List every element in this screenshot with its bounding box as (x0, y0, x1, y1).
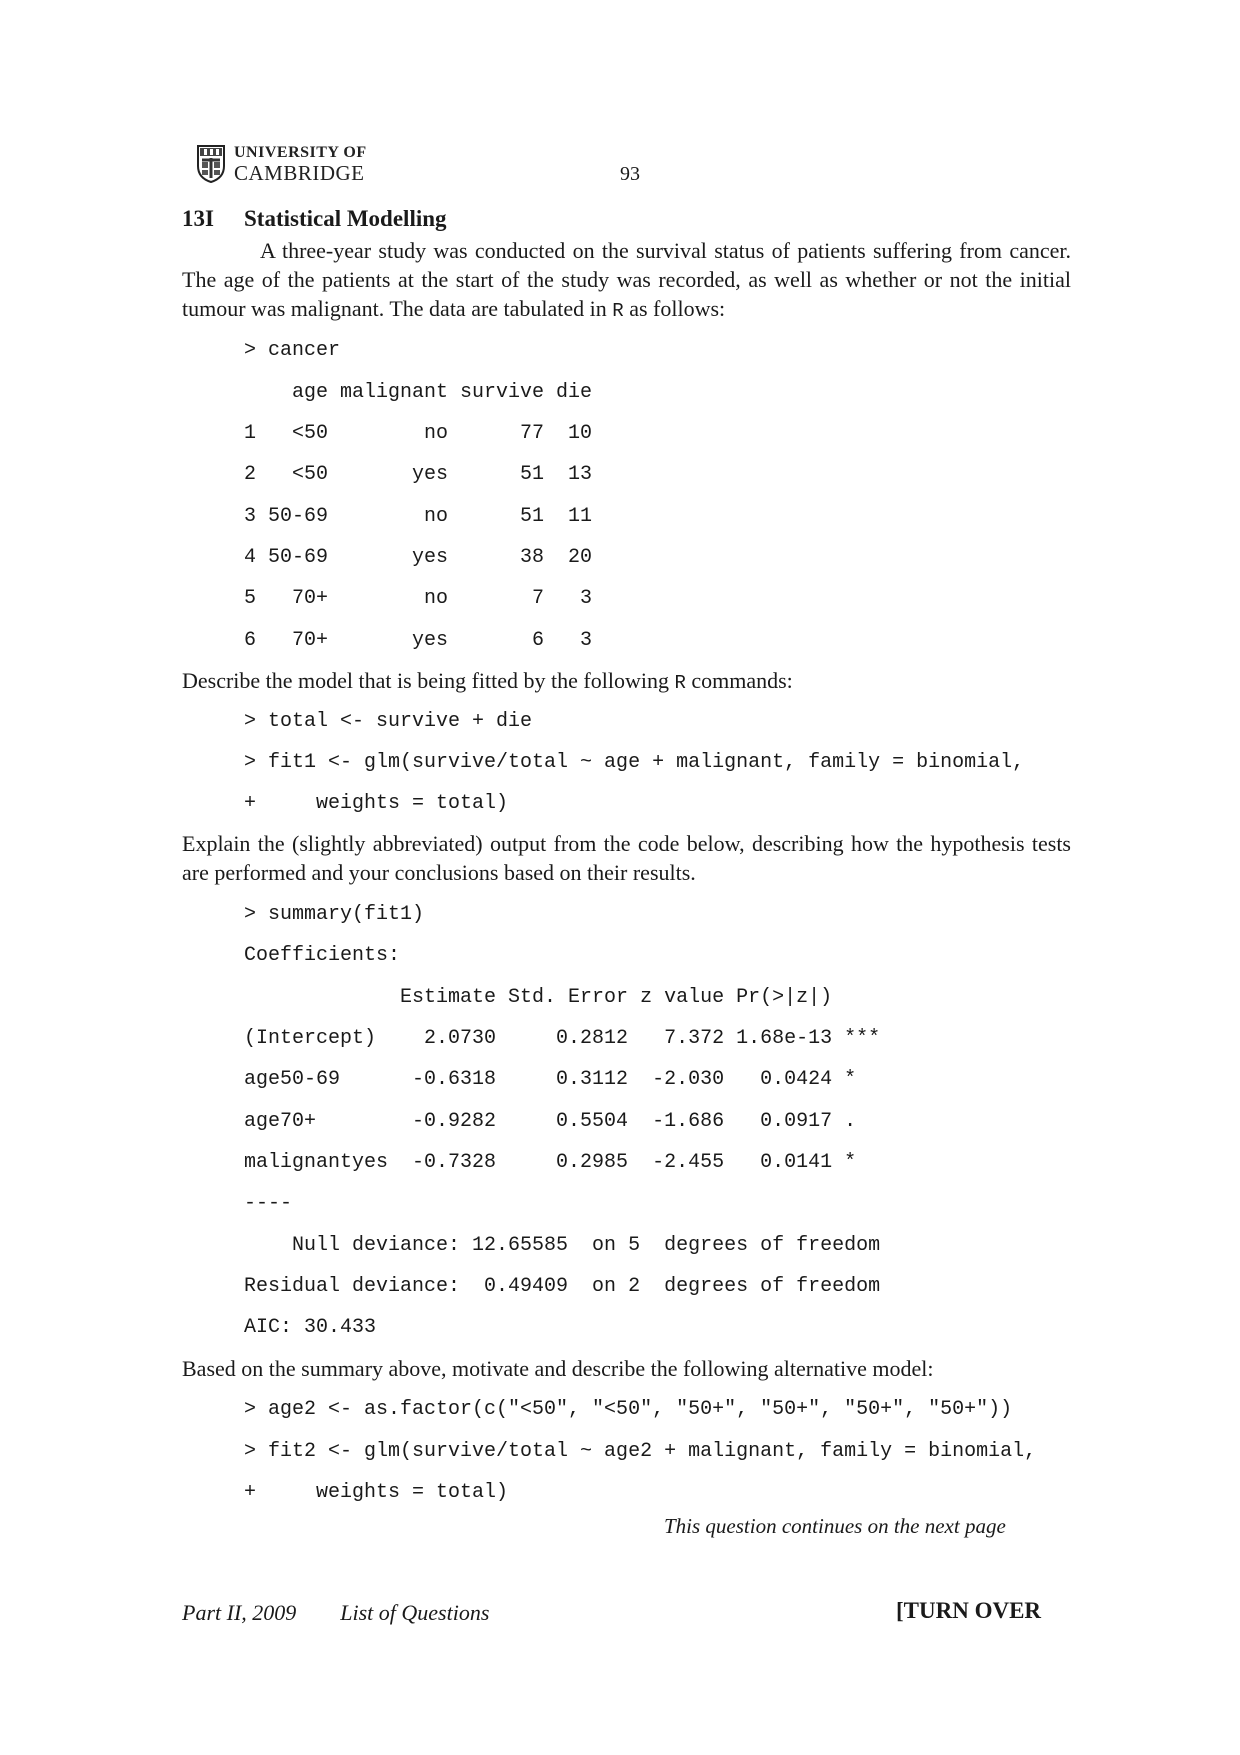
code-fit2-cont: + weights = total) (244, 1481, 509, 1504)
null-deviance: Null deviance: 12.65585 on 5 degrees of freedom (244, 1234, 881, 1257)
code-summary-cmd: > summary(fit1) (244, 903, 425, 926)
table-row: 3 50-69 no 51 11 (244, 505, 593, 528)
footer-left (182, 1600, 489, 1626)
table-row: 1 <50 no 77 10 (244, 422, 593, 445)
table-header: age malignant survive die (244, 381, 593, 404)
university-line1: UNIVERSITY OF (234, 143, 367, 161)
code-cancer-cmd: > cancer (244, 339, 341, 362)
footer-part: Part II, 2009 (182, 1600, 297, 1625)
university-logo (196, 144, 367, 184)
table-row: 4 50-69 yes 38 20 (244, 546, 593, 569)
explain-paragraph: Explain the (slightly abbreviated) output from the code below, describing how the hypothesis tests are performed and your conclusions based on their results. (182, 831, 1071, 885)
turn-over: [TURN OVER (896, 1598, 1042, 1623)
code-age2-cmd: > age2 <- as.factor(c("<50", "<50", "50+", "50+", "50+", "50+")) (244, 1398, 1013, 1421)
r-inline: R (612, 300, 624, 322)
question-title: Statistical Modelling (244, 206, 447, 231)
coef-row: age50-69 -0.6318 0.3112 -2.030 0.0424 * (244, 1068, 857, 1091)
describe-paragraph: Describe the model that is being fitted by the following R commands: (182, 668, 793, 694)
table-row: 2 <50 yes 51 13 (244, 463, 593, 486)
university-line2: CAMBRIDGE (234, 160, 365, 185)
continues-note: This question continues on the next page (664, 1514, 1006, 1538)
cambridge-crest-icon (196, 144, 226, 184)
university-name (234, 145, 367, 184)
aic-value: AIC: 30.433 (244, 1316, 377, 1339)
page-number: 93 (620, 163, 640, 185)
question-number: 13I (182, 206, 214, 231)
coefficients-label: Coefficients: (244, 944, 401, 967)
residual-deviance: Residual deviance: 0.49409 on 2 degrees of freedom (244, 1275, 881, 1298)
section-title (182, 206, 447, 232)
code-fit1-cmd: > fit1 <- glm(survive/total ~ age + malignant, family = binomial, (244, 751, 1025, 774)
table-row: 6 70+ yes 6 3 (244, 629, 593, 652)
intro-paragraph: A three-year study was conducted on the survival status of patients suffering from cancer. The age of the patients at the start of the study was recorded, as well as whether or not the initial tumour was malignant. The data are tabulated in R as follows: (182, 238, 1071, 322)
coef-row: malignantyes -0.7328 0.2985 -2.455 0.0141 * (244, 1151, 857, 1174)
r-inline: R (674, 672, 686, 694)
code-fit2-cmd: > fit2 <- glm(survive/total ~ age2 + malignant, family = binomial, (244, 1440, 1037, 1463)
table-row: 5 70+ no 7 3 (244, 587, 593, 610)
code-fit1-cont: + weights = total) (244, 792, 509, 815)
footer-list: List of Questions (340, 1600, 490, 1625)
separator-line: ---- (244, 1192, 293, 1215)
based-paragraph: Based on the summary above, motivate and describe the following alternative model: (182, 1356, 934, 1381)
code-total-cmd: > total <- survive + die (244, 710, 533, 733)
coef-row: age70+ -0.9282 0.5504 -1.686 0.0917 . (244, 1110, 857, 1133)
coef-row: (Intercept) 2.0730 0.2812 7.372 1.68e-13 *** (244, 1027, 881, 1050)
coef-header: Estimate Std. Error z value Pr(>|z|) (244, 986, 833, 1009)
